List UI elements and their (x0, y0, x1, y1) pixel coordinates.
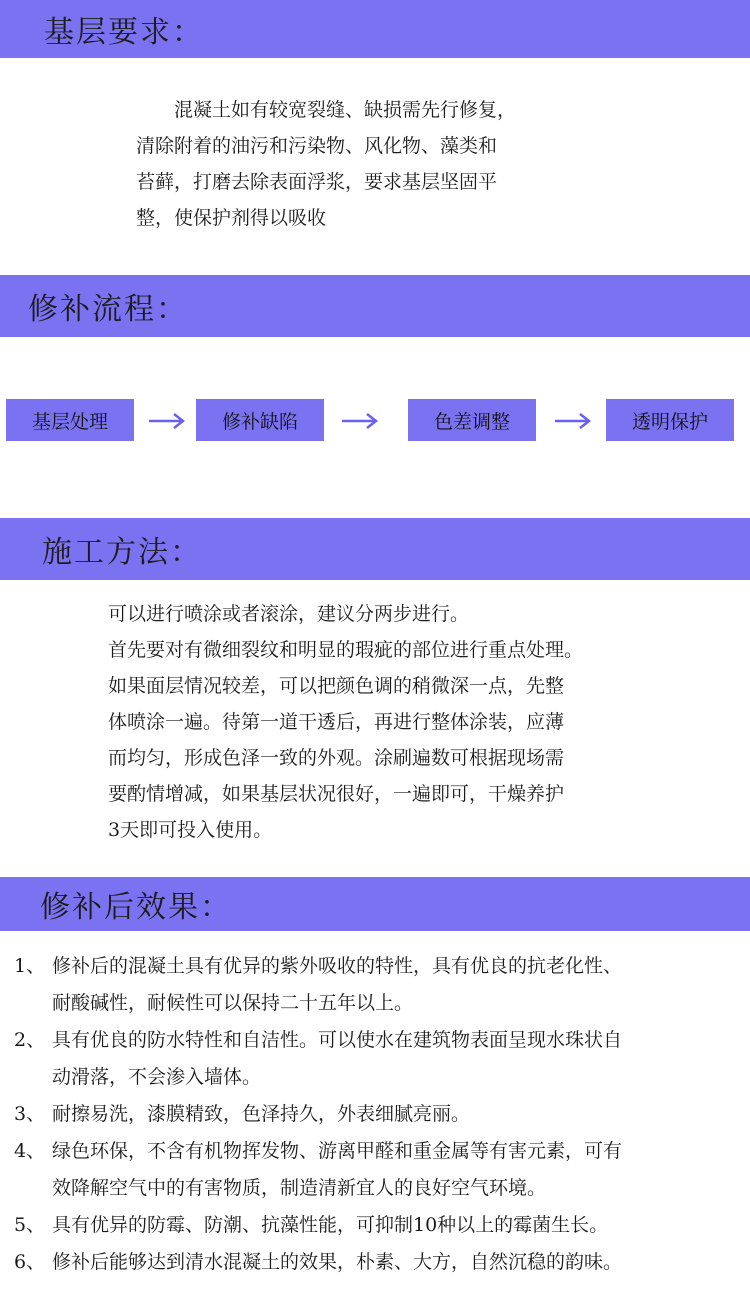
list-item-line: 具有优异的防霉、防潮、抗藻性能，可抑制10种以上的霉菌生长。 (52, 1214, 609, 1236)
list-item-text (52, 1096, 740, 1133)
method-paragraph (108, 596, 668, 848)
method-line: 体喷涂一遍。待第一道干透后，再进行整体涂装，应薄 (108, 711, 565, 733)
arrow-right-icon (554, 411, 592, 431)
method-line: 如果面层情况较差，可以把颜色调的稍微深一点，先整 (108, 675, 565, 697)
flow-step-4 (606, 399, 734, 441)
list-item (14, 948, 740, 1022)
list-item-text (52, 948, 740, 1022)
list-item (14, 1244, 740, 1281)
list-item-number: 4、 (14, 1140, 46, 1162)
list-item-line: 修补后的混凝土具有优异的紫外吸收的特性，具有优良的抗老化性、 (52, 955, 623, 977)
flow-step-1 (6, 399, 134, 441)
list-item-line: 耐擦易洗，漆膜精致，色泽持久，外表细腻亮丽。 (52, 1103, 471, 1125)
flow-step-2 (196, 399, 324, 441)
method-line: 要酌情增减，如果基层状况很好，一遍即可，干燥养护 (108, 783, 565, 805)
list-item-number: 5、 (14, 1214, 46, 1236)
base-line: 整，使保护剂得以吸收 (136, 207, 327, 229)
method-line: 可以进行喷涂或者滚涂，建议分两步进行。 (108, 603, 470, 625)
flow-step-label: 透明保护 (631, 410, 708, 433)
section-title-base: 基层要求： (44, 15, 204, 50)
list-item-text (52, 1022, 740, 1096)
section-header-method (0, 518, 750, 580)
list-item-line: 绿色环保，不含有机物挥发物、游离甲醛和重金属等有害元素，可有 (52, 1140, 623, 1162)
arrow-right-icon (341, 411, 379, 431)
list-item-line: 耐酸碱性，耐候性可以保持二十五年以上。 (52, 992, 414, 1014)
flow-step-label: 修补缺陷 (221, 410, 298, 433)
section-header-base (0, 0, 750, 58)
list-item (14, 1207, 740, 1244)
list-item (14, 1022, 740, 1096)
base-line: 混凝土如有较宽裂缝、缺损需先行修复， (174, 99, 517, 121)
list-item-number: 6、 (14, 1251, 46, 1273)
flow-step-label: 基层处理 (31, 410, 108, 433)
method-line: 首先要对有微细裂纹和明显的瑕疵的部位进行重点处理。 (108, 639, 584, 661)
base-line: 苔藓，打磨去除表面浮浆，要求基层坚固平 (136, 171, 498, 193)
list-item-number: 1、 (14, 955, 46, 977)
section-header-effect (0, 877, 750, 931)
base-line: 清除附着的油污和污染物、风化物、藻类和 (136, 135, 498, 157)
arrow-right-icon (148, 411, 186, 431)
base-paragraph (136, 92, 596, 236)
list-item-number: 2、 (14, 1029, 46, 1051)
list-item-number: 3、 (14, 1103, 46, 1125)
list-item-text (52, 1133, 740, 1207)
list-item-line: 效降解空气中的有害物质，制造清新宜人的良好空气环境。 (52, 1177, 547, 1199)
effect-list (14, 948, 740, 1281)
flow-step-label: 色差调整 (433, 410, 510, 433)
list-item-line: 具有优良的防水特性和自洁性。可以使水在建筑物表面呈现水珠状自 (52, 1029, 623, 1051)
section-title-process: 修补流程： (28, 292, 188, 327)
section-title-method: 施工方法： (42, 535, 202, 570)
list-item-text (52, 1207, 740, 1244)
method-line: 而均匀，形成色泽一致的外观。涂刷遍数可根据现场需 (108, 747, 565, 769)
list-item-line: 动滑落，不会渗入墙体。 (52, 1066, 262, 1088)
method-line: 3天即可投入使用。 (108, 819, 273, 841)
list-item-line: 修补后能够达到清水混凝土的效果，朴素、大方，自然沉稳的韵味。 (52, 1251, 623, 1273)
list-item (14, 1133, 740, 1207)
flow-step-3 (408, 399, 536, 441)
section-header-process (0, 275, 750, 337)
section-title-effect: 修补后效果： (40, 890, 232, 925)
list-item (14, 1096, 740, 1133)
list-item-text (52, 1244, 740, 1281)
